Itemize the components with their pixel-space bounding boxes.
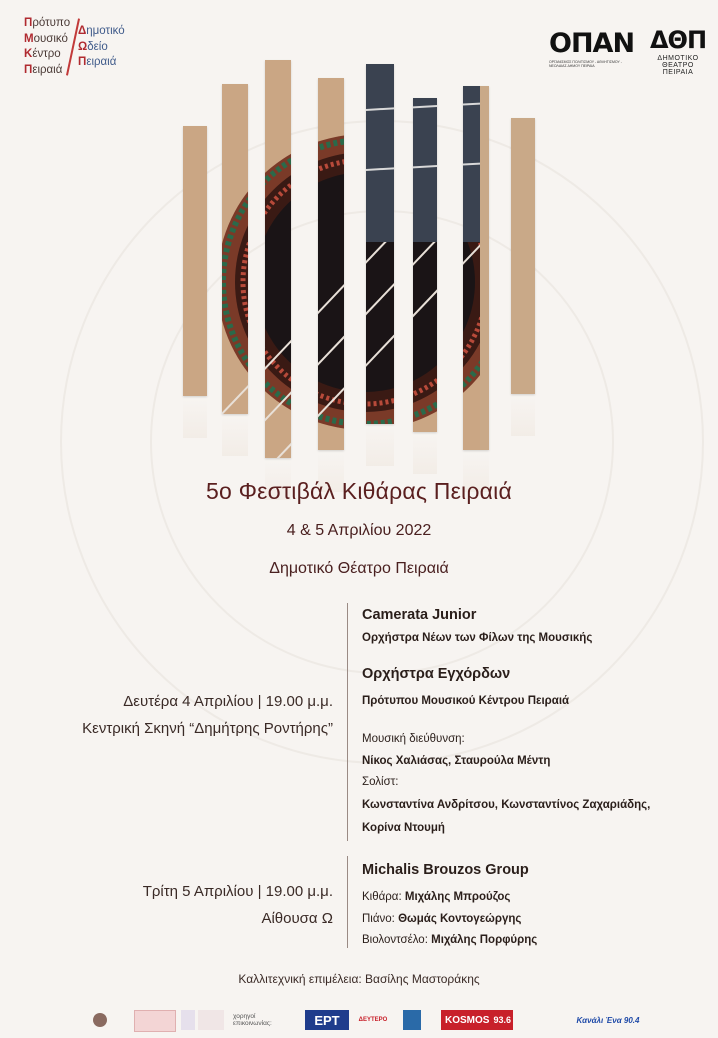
group1-description: Ορχήστρα Νέων των Φίλων της Μουσικής <box>362 632 593 644</box>
logo-line: Δημοτικό <box>78 25 125 37</box>
festival-venue: Δημοτικό Θέατρο Πειραιά <box>269 560 449 577</box>
ert-logo: ΕΡΤ <box>305 1010 349 1030</box>
sponsor-logo-red <box>134 1010 176 1032</box>
kanali-ena-logo: Κανάλι Ένα 90.4 <box>576 1015 640 1025</box>
guitar-strip <box>318 78 344 450</box>
kosmos-frequency: 93.6 <box>493 1015 511 1025</box>
guitar-strip-reflection <box>366 426 394 466</box>
group1-name: Camerata Junior <box>362 607 477 623</box>
guitar-strip-reflection <box>183 398 207 438</box>
odeio-logo-text <box>78 24 125 71</box>
guitar-strip <box>183 126 207 396</box>
guitar-strip <box>366 64 394 424</box>
logo-line: Πρότυπο <box>24 17 71 29</box>
day2-group-name: Michalis Brouzos Group <box>362 862 529 878</box>
guitar-label: Κιθάρα: <box>362 891 402 903</box>
guitar-strip <box>265 60 291 458</box>
day2-stage: Αίθουσα Ω <box>261 910 333 927</box>
day1-date: Δευτέρα 4 Απριλίου | 19.00 μ.μ. <box>123 693 333 710</box>
deftero-logo: ΔΕΥΤΕΡΟ <box>358 1017 388 1023</box>
festival-title: 5ο Φεστιβάλ Κιθάρας Πειραιά <box>206 478 512 504</box>
sponsor-logo-dance <box>181 1010 195 1030</box>
day2-info <box>143 878 333 932</box>
group2-name: Ορχήστρα Εγχόρδων <box>362 666 511 682</box>
guitar-strip <box>463 86 489 450</box>
guitar-strip-reflection <box>413 434 437 474</box>
logo-line: Μουσικό <box>24 32 68 45</box>
festival-dates: 4 & 5 Απριλίου 2022 <box>286 522 432 539</box>
cello-performer: Μιχάλης Πορφύρης <box>431 934 538 946</box>
sponsor-seal-logo <box>92 1010 108 1030</box>
group2-description: Πρότυπου Μουσικού Κέντρου Πειραιά <box>362 695 570 707</box>
day1-stage: Κεντρική Σκηνή “Δημήτρης Ροντήρης” <box>82 720 333 737</box>
opan-logo <box>549 30 633 68</box>
pmkp-logo-text <box>24 16 70 78</box>
cello-credit <box>362 934 537 946</box>
guitar-strip <box>413 98 437 432</box>
kosmos-name: KOSMOS <box>445 1014 490 1026</box>
day2-divider <box>347 856 348 948</box>
opan-logo-mark: ΟΠΑΝ <box>549 28 635 59</box>
day1-info <box>82 688 333 742</box>
sponsor-logo-small <box>403 1010 421 1030</box>
logo-line: Κέντρο <box>24 48 61 60</box>
cello-label: Βιολοντσέλο: <box>362 934 428 946</box>
day2-date: Τρίτη 5 Απριλίου | 19.00 μ.μ. <box>142 883 333 900</box>
piano-label: Πιάνο: <box>362 913 395 925</box>
guitar-performer: Μιχάλης Μπρούζος <box>404 891 511 903</box>
guitar-credit <box>362 891 510 903</box>
logo-line: Ωδείο <box>78 40 108 53</box>
kosmos-logo <box>441 1010 513 1030</box>
piano-credit <box>362 913 521 925</box>
theatre-logo-line2: ΘΕΑΤΡΟ ΠΕΙΡΑΙΑ <box>662 62 694 76</box>
guitar-strip-reflection <box>222 416 248 456</box>
guitar-strip <box>511 118 535 394</box>
logo-line: Πειραιά <box>78 56 117 68</box>
municipal-theatre-logo <box>648 28 708 76</box>
soloists-label: Σολίστ: <box>362 776 399 788</box>
day1-divider <box>347 603 348 841</box>
media-sponsors-label: χορηγοί επικοινωνίας: <box>233 1013 272 1027</box>
sponsor-logo-choir <box>198 1010 224 1030</box>
artistic-direction: Καλλιτεχνική επιμέλεια: Βασίλης Μαστοράκης <box>238 972 480 986</box>
opan-logo-subtitle: ΟΡΓΑΝΙΣΜΟΣ ΠΟΛΙΤΙΣΜΟΥ - ΑΘΛΗΤΙΣΜΟΥ - ΝΕΟΛΑΙΑΣ ΔΗΜΟΥ ΠΕΙΡΑΙΑ <box>549 60 622 68</box>
theatre-logo-mark: ΔΘΠ <box>649 26 707 54</box>
theatre-logo-line1: ΔΗΜΟΤΙΚΟ <box>657 55 699 62</box>
direction-names: Νίκος Χαλιάσας, Σταυρούλα Μέντη <box>362 755 551 767</box>
direction-label: Μουσική διεύθυνση: <box>362 733 465 745</box>
guitar-strip <box>222 84 248 414</box>
guitar-strip-reflection <box>511 396 535 436</box>
soloists-names-line2: Κορίνα Ντουμή <box>362 822 445 834</box>
piano-performer: Θωμάς Κοντογεώργης <box>398 913 522 925</box>
logo-line: Πειραιά <box>24 63 63 76</box>
soloists-names-line1: Κωνσταντίνα Ανδρίτσου, Κωνσταντίνος Ζαχαριάδης, <box>362 799 651 811</box>
